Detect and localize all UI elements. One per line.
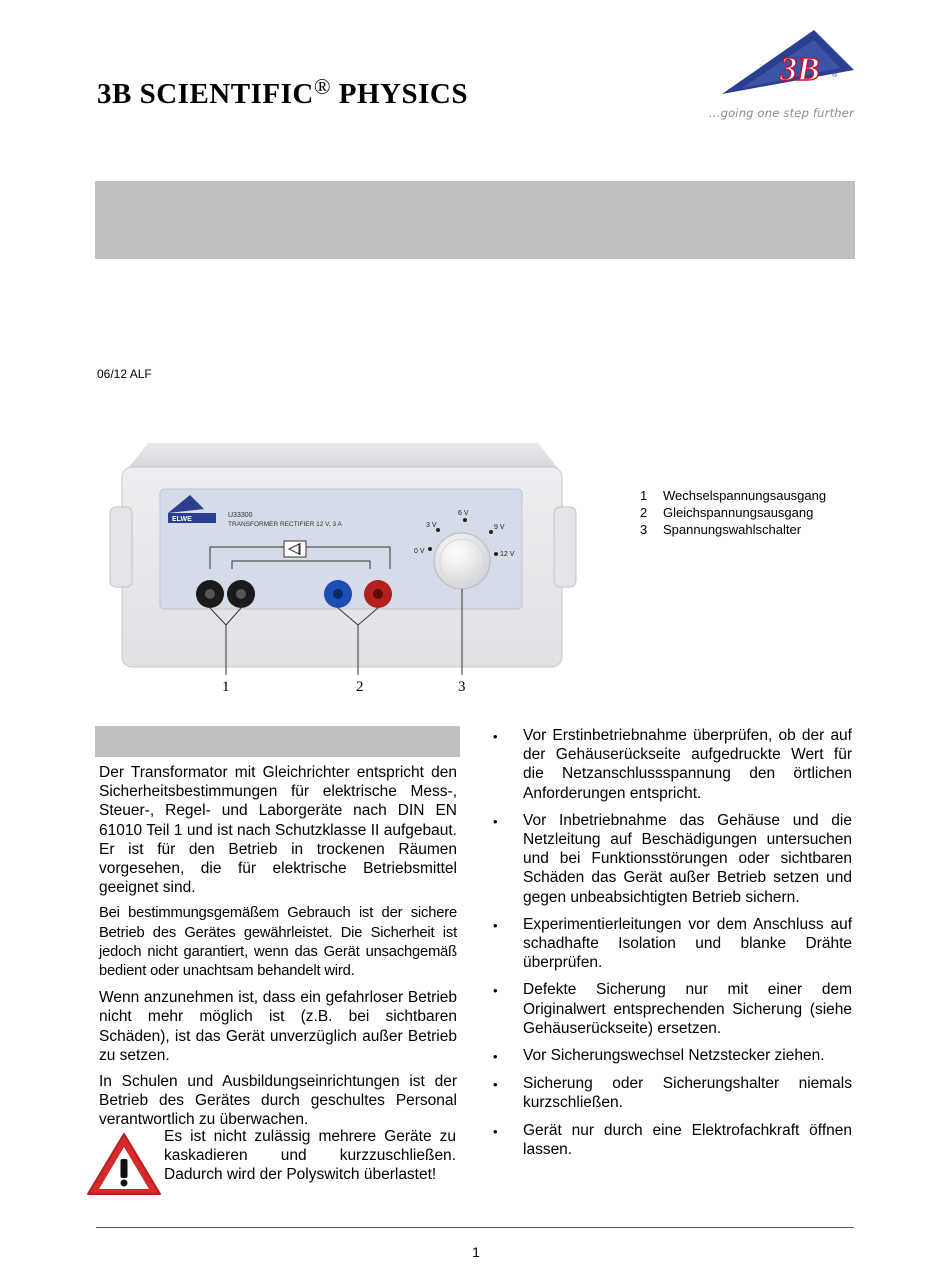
list-item: • Experimentierleitungen vor dem Anschluss auf schadhafte Isolation und blanke Drähte überprüfen. — [493, 915, 852, 972]
page-number: 1 — [472, 1244, 480, 1260]
warning-text: Es ist nicht zulässig mehrere Geräte zu kaskadieren und kurzzuschließen. Dadurch wird der Polyswitch überlastet! — [164, 1128, 456, 1184]
dial-label-6v: 6 V — [458, 510, 469, 517]
list-item: • Vor Erstinbetriebnahme überprüfen, ob der auf der Gehäuserückseite aufgedruckte Wert für die Netzanschlussspannung den örtlichen Anforderungen entspricht. — [493, 727, 852, 802]
legend-item: 2 Gleichspannungsausgang — [640, 505, 814, 520]
callout-1: 1 — [222, 679, 230, 695]
paragraph: In Schulen und Ausbildungseinrichtungen ist der Betrieb des Gerätes durch geschultes Personal verantwortlich zu überwachen. — [99, 1073, 457, 1129]
voltage-selector-knob — [434, 533, 490, 589]
component-legend — [640, 487, 826, 538]
dc-socket-red — [364, 580, 392, 608]
paragraph: Der Transformator mit Gleichrichter entspricht den Sicherheitsbestimmungen für elektrische Mess-, Steuer-, Regel- und Laborgeräte nach DIN EN 61010 Teil 1 und ist nach Schutzklasse II aufgebaut. Er ist für den Betrieb in trockenen Räumen vorgesehen, die für elektrische Betriebsmittel geeignet sind. — [99, 764, 457, 897]
3b-logo — [722, 30, 854, 100]
list-item: • Sicherung oder Sicherungshalter niemals kurzschließen. — [493, 1075, 852, 1112]
dial-label-12v: 12 V — [500, 551, 515, 558]
list-item: • Vor Sicherungswechsel Netzstecker ziehen. — [493, 1047, 825, 1065]
logo-lettering: 3B — [780, 51, 820, 88]
brand-title: 3B SCIENTIFIC® PHYSICS — [97, 74, 468, 110]
svg-text:®: ® — [832, 72, 838, 79]
list-item: • Vor Inbetriebnahme das Gehäuse und die Netzleitung auf Beschädigungen untersuchen und bei Funktionsstörungen oder sichtbaren Schäden das Gerät außer Betrieb setzen und gegen unbeabsichtigten Betrieb sichern. — [493, 811, 852, 906]
title-band — [95, 181, 855, 259]
dc-socket-blue — [324, 580, 352, 608]
callout-3: 3 — [458, 679, 466, 695]
paragraph: Wenn anzunehmen ist, dass ein gefahrloser Betrieb nicht mehr möglich ist (z.B. bei sichtbaren Schäden), ist das Gerät unverzüglich außer Betrieb zu setzen. — [99, 989, 457, 1064]
document-reference: 06/12 ALF — [97, 367, 152, 381]
right-column-safety-list — [493, 726, 852, 1167]
footer-divider — [96, 1227, 854, 1228]
dial-label-9v: 9 V — [494, 524, 505, 531]
dial-label-3v: 3 V — [426, 522, 437, 529]
warning-triangle-icon — [84, 1130, 164, 1198]
left-column-text — [99, 763, 457, 1137]
legend-item: 1 Wechselspannungsausgang — [640, 488, 827, 503]
ac-socket-black-1 — [196, 580, 224, 608]
section-header-bar — [95, 726, 460, 757]
device-label: TRANSFORMER RECTIFIER 12 V, 3 A — [228, 521, 342, 528]
maker-label: ELWE — [172, 516, 192, 523]
callout-2: 2 — [356, 679, 364, 695]
device-photo — [108, 437, 578, 675]
tagline: ...going one step further — [709, 106, 854, 120]
paragraph: Bei bestimmungsgemäßem Gebrauch ist der sichere Betrieb des Gerätes gewährleistet. Die Sicherheit ist jedoch nicht garantiert, wenn das Gerät unsachgemäß bedient oder unachtsam behandelt wird. — [99, 905, 457, 980]
list-item: • Gerät nur durch eine Elektrofachkraft öffnen lassen. — [493, 1121, 852, 1158]
dial-label-0v: 0 V — [414, 548, 425, 555]
legend-item: 3 Spannungswahlschalter — [640, 522, 802, 537]
model-label: U33300 — [228, 512, 253, 519]
list-item: • Defekte Sicherung nur mit einer dem Originalwert entsprechenden Sicherung (siehe Gehäuserückseite) ersetzen. — [493, 981, 852, 1037]
ac-socket-black-2 — [227, 580, 255, 608]
